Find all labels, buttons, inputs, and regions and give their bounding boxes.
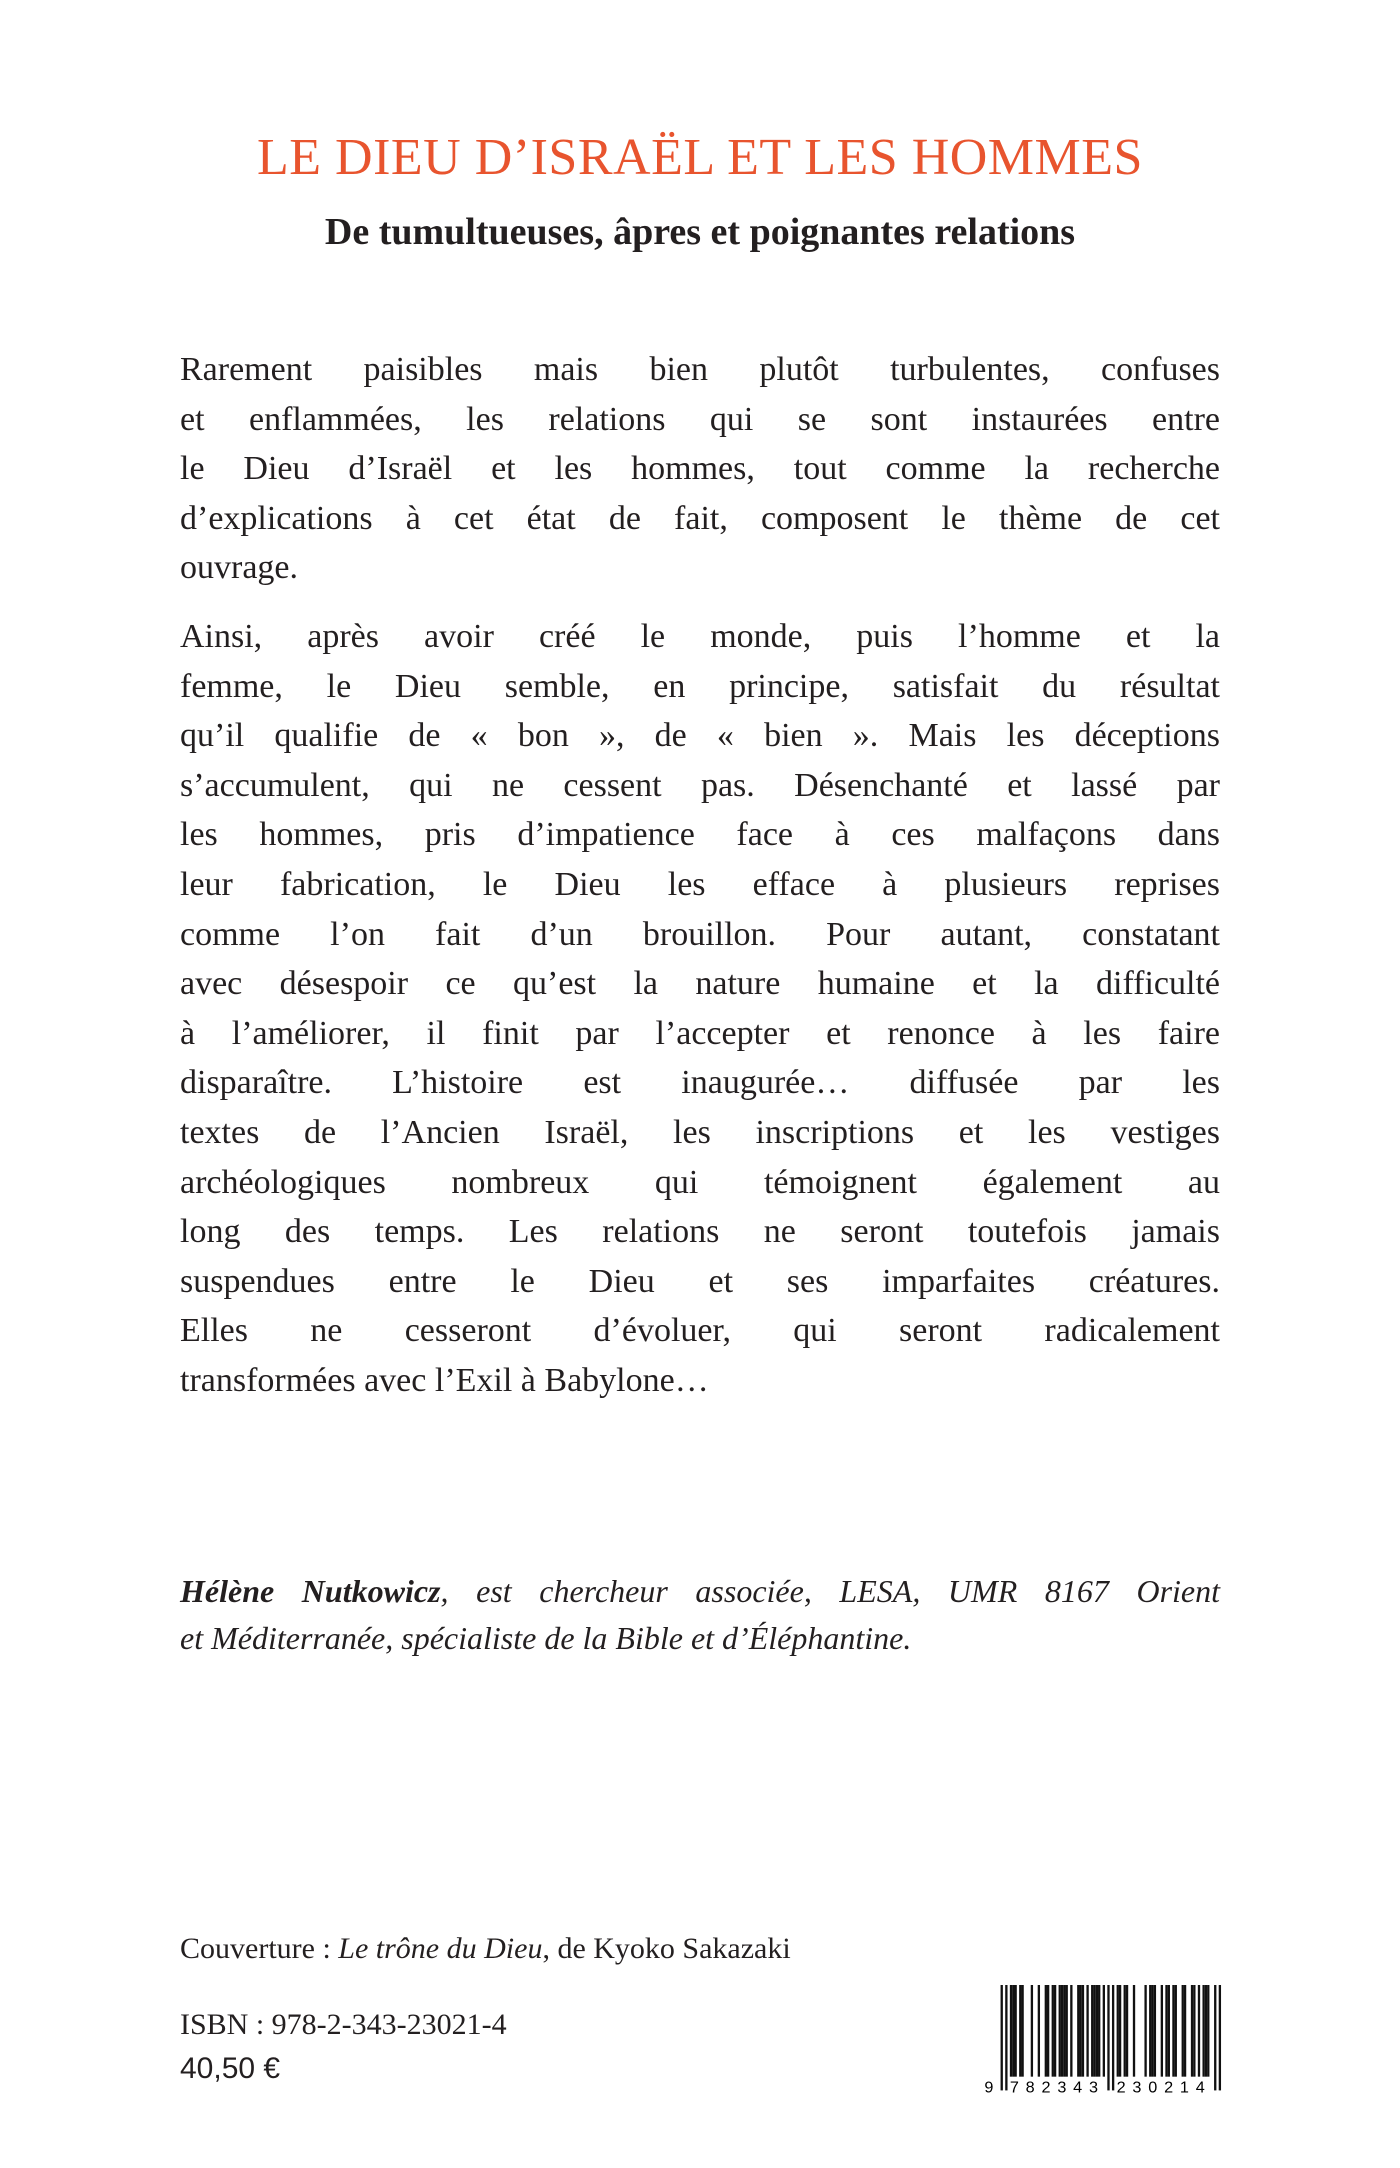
barcode-bar — [1054, 1985, 1056, 2077]
text-line: Ainsi, après avoir créé le monde, puis l’homme et la — [180, 618, 1220, 655]
barcode-first-digit: 9 — [984, 2078, 994, 2095]
isbn: ISBN : 978-2-343-23021-4 — [180, 2008, 507, 2041]
text-line: archéologiques nombreux qui témoignent également au — [180, 1163, 1220, 1201]
text-line: comme l’on fait d’un brouillon. Pour autant, constatant — [180, 915, 1220, 953]
barcode-bar — [1172, 1985, 1174, 2077]
text-line: textes de l’Ancien Israël, les inscriptions et les vestiges — [180, 1113, 1220, 1151]
bio-text-2: et Méditerranée, spécialiste de la Bible et d’Éléphantine. — [180, 1620, 912, 1656]
author-bio — [180, 1568, 1220, 1662]
text-line: à l’améliorer, il finit par l’accepter et renonce à les faire — [180, 1014, 1220, 1052]
barcode-bar — [1124, 1985, 1126, 2077]
book-title: LE DIEU D’ISRAËL ET LES HOMMES — [257, 129, 1143, 186]
barcode-bar — [1010, 1985, 1012, 2077]
barcode-bar — [1202, 1985, 1204, 2077]
text-line: Elles ne cesseront d’évoluer, qui seront radicalement — [180, 1312, 1220, 1350]
blurb-paragraph-1 — [180, 345, 1220, 593]
barcode-bar — [1198, 1985, 1200, 2077]
text-line: qu’il qualifie de « bon », de « bien ». Mais les déceptions — [180, 717, 1220, 755]
barcode-bar — [1168, 1985, 1170, 2077]
barcode-right-digits: 230214 — [1116, 2078, 1205, 2095]
barcode-bar — [1214, 1985, 1216, 2090]
barcode-bar — [1066, 1985, 1068, 2077]
barcode-bar — [1047, 1985, 1049, 2077]
barcode-bar — [1184, 1985, 1186, 2077]
cover-credit — [180, 1932, 791, 1966]
barcode-bar — [1154, 1985, 1156, 2077]
barcode-bar — [1096, 1985, 1098, 2077]
bio-text-1: , est chercheur associée, LESA, UMR 8167 Orient — [440, 1573, 1221, 1609]
barcode-bar — [1077, 1985, 1079, 2077]
barcode-bar — [1086, 1985, 1088, 2077]
barcode-bar — [1079, 1985, 1081, 2077]
text-line: suspendues entre le Dieu et ses imparfaites créatures. — [180, 1262, 1220, 1300]
text-line: leur fabrication, le Dieu les efface à plusieurs reprises — [180, 865, 1220, 903]
barcode-bar — [1165, 1985, 1167, 2077]
barcode-bar — [1149, 1985, 1151, 2077]
barcode-bar — [1175, 1985, 1177, 2077]
text-line: femme, le Dieu semble, en principe, satisfait du résultat — [180, 667, 1220, 705]
barcode-bar — [1014, 1985, 1016, 2077]
credit-work: Le trône du Dieu — [338, 1932, 543, 1965]
barcode-bar — [1045, 1985, 1047, 2077]
credit-prefix: Couverture : — [180, 1932, 339, 1965]
barcode-bar — [1126, 1985, 1128, 2077]
price: 40,50 € — [180, 2052, 281, 2085]
barcode-bar — [1182, 1985, 1184, 2077]
barcode-bar — [1191, 1985, 1193, 2077]
barcode-bar — [1219, 1985, 1221, 2090]
barcode-bar — [1207, 1985, 1209, 2077]
barcode-bar — [1112, 1985, 1114, 2090]
barcode-bar — [1012, 1985, 1014, 2077]
text-line: long des temps. Les relations ne seront toutefois jamais — [180, 1213, 1220, 1251]
barcode-bar — [1161, 1985, 1163, 2077]
barcode-bar — [1205, 1985, 1207, 2077]
barcode-bar — [1103, 1985, 1105, 2077]
barcode-bar — [1119, 1985, 1121, 2077]
barcode-bar — [1031, 1985, 1033, 2077]
barcode-bar — [1061, 1985, 1063, 2077]
barcode-bar — [1093, 1985, 1095, 2077]
text-line: avec désespoir ce qu’est la nature humaine et la difficulté — [180, 965, 1220, 1003]
text-line: s’accumulent, qui ne cessent pas. Désenchanté et lassé par — [180, 766, 1220, 804]
barcode-bar — [1144, 1985, 1146, 2077]
barcode-bar — [1019, 1985, 1021, 2077]
barcode-bar — [1052, 1985, 1054, 2077]
author-name: Hélène Nutkowicz — [180, 1573, 441, 1609]
barcode-bar — [1059, 1985, 1061, 2077]
barcode-bar — [1038, 1985, 1040, 2077]
text-line: et enflammées, les relations qui se sont instaurées entre — [180, 400, 1220, 438]
barcode-bar — [1021, 1985, 1023, 2077]
barcode-bar — [1133, 1985, 1135, 2077]
text-line: disparaître. L’histoire est inaugurée… diffusée par les — [180, 1064, 1220, 1102]
barcode-bar — [1151, 1985, 1153, 2077]
barcode-bar — [1005, 1985, 1007, 2090]
text-line: ouvrage. — [180, 549, 299, 587]
barcode-left-digits: 782343 — [1009, 2078, 1099, 2095]
text-line: Rarement paisibles mais bien plutôt turbulentes, confuses — [180, 351, 1220, 388]
barcode-bar — [1001, 1985, 1003, 2090]
credit-suffix: , de Kyoko Sakazaki — [542, 1932, 791, 1965]
text-line: les hommes, pris d’impatience face à ces malfaçons dans — [180, 816, 1220, 854]
text-line: le Dieu d’Israël et les hommes, tout comme la recherche — [180, 450, 1220, 488]
barcode-bar — [1091, 1985, 1093, 2077]
barcode-bar — [1070, 1985, 1072, 2077]
barcode — [982, 1985, 1228, 2095]
barcode-bar — [1082, 1985, 1084, 2077]
barcode-bar — [1098, 1985, 1100, 2077]
text-line: transformées avec l’Exil à Babylone… — [180, 1361, 709, 1399]
barcode-bar — [1063, 1985, 1065, 2077]
barcode-bar — [1117, 1985, 1119, 2077]
blurb-paragraph-2 — [180, 612, 1220, 1406]
book-subtitle: De tumultueuses, âpres et poignantes relations — [324, 211, 1076, 253]
barcode-bar — [1107, 1985, 1109, 2090]
text-line: d’explications à cet état de fait, composent le thème de cet — [180, 499, 1220, 537]
barcode-bar — [1193, 1985, 1195, 2077]
